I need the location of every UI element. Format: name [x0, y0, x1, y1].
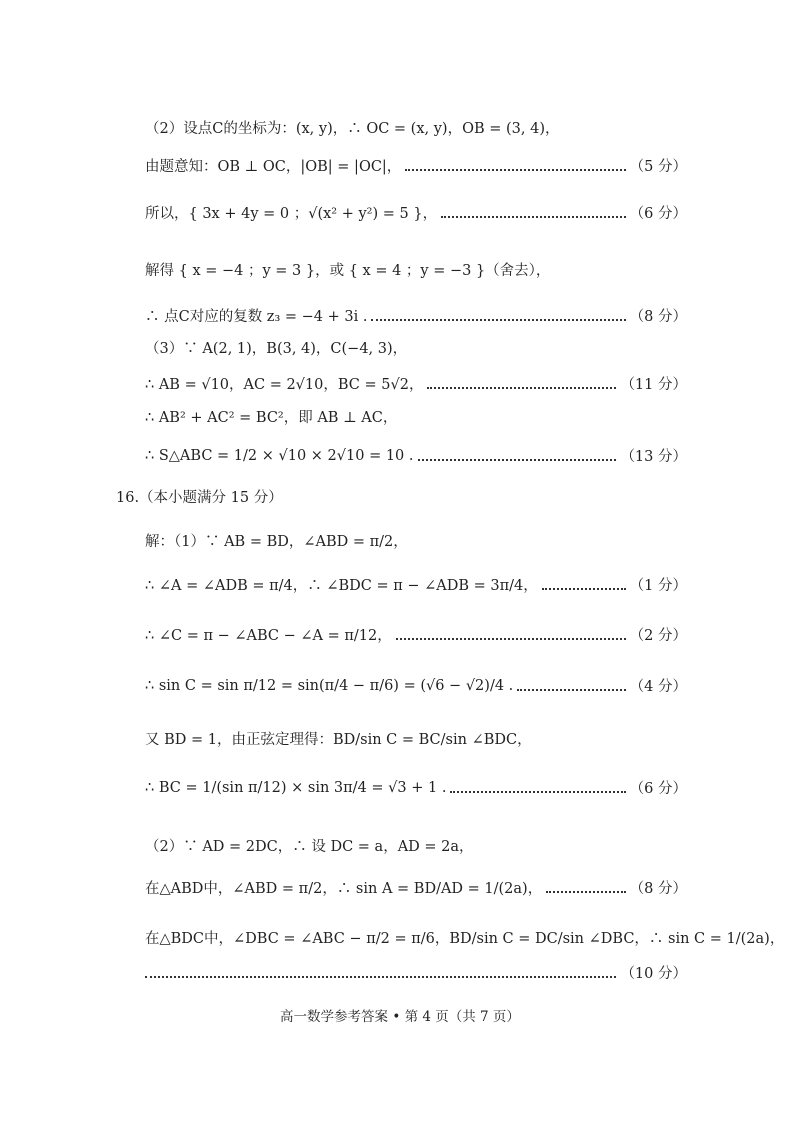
solution-line — [145, 259, 687, 280]
solution-line — [145, 877, 687, 898]
dot-leader — [405, 169, 625, 171]
line-text: （2）设点C的坐标为：(x, y)，∴ OC = (x, y)，OB = (3, 4)， — [145, 121, 560, 137]
solution-line — [145, 530, 687, 551]
solution-line — [145, 927, 785, 948]
line-text: ∴ S△ABC = 1/2 × √10 × 2√10 = 10 . — [145, 447, 414, 464]
dot-leader — [418, 459, 617, 461]
score-label: （6 分） — [629, 206, 687, 222]
dot-leader — [441, 216, 626, 218]
line-text: 解得 { x = −4 ；y = 3 }，或 { x = 4 ；y = −3 }（舍去）， — [145, 263, 551, 279]
solution-line — [145, 574, 687, 595]
line-text: 由题意知：OB ⊥ OC，|OB| = |OC|， — [145, 159, 402, 175]
line-text: 在△BDC中，∠DBC = ∠ABC − π/2 = π/6，BD/sin C = DC/sin ∠DBC，∴ sin C = 1/(2a)， — [145, 931, 785, 947]
score-label: （1 分） — [629, 578, 687, 594]
dot-leader — [450, 791, 625, 793]
line-text: 所以，{ 3x + 4y = 0 ；√(x² + y²) = 5 }， — [145, 206, 438, 222]
dot-leader — [371, 319, 625, 321]
line-text: 又 BD = 1，由正弦定理得：BD/sin C = BC/sin ∠BDC， — [145, 732, 532, 748]
line-text: ∴ BC = 1/(sin π/12) × sin 3π/4 = √3 + 1 . — [145, 779, 447, 796]
dot-leader — [546, 891, 625, 893]
solution-line — [145, 202, 687, 223]
dot-leader — [517, 689, 625, 691]
line-text: ∴ ∠C = π − ∠ABC − ∠A = π/12， — [145, 628, 392, 644]
line-text: ∴ 点C对应的复数 z₃ = −4 + 3i . — [145, 309, 368, 325]
dot-leader — [542, 588, 626, 590]
solution-line — [145, 728, 687, 749]
score-label: （4 分） — [629, 679, 687, 695]
score-label: （5 分） — [629, 159, 687, 175]
solution-line — [145, 675, 687, 696]
line-text: （2）∵ AD = 2DC，∴ 设 DC = a，AD = 2a， — [145, 839, 474, 855]
solution-line — [145, 835, 687, 856]
solution-line — [145, 155, 687, 176]
solution-line — [145, 777, 687, 798]
solution-line — [145, 624, 687, 645]
line-text: 解：（1）∵ AB = BD，∠ABD = π/2， — [145, 534, 408, 550]
solution-line — [145, 373, 687, 394]
solution-line — [145, 337, 687, 358]
score-label: （8 分） — [629, 881, 687, 897]
score-label: （13 分） — [620, 449, 687, 465]
dot-leader — [145, 976, 616, 978]
dot-leader — [427, 387, 616, 389]
score-label: （11 分） — [620, 377, 687, 393]
line-text: ∴ AB = √10，AC = 2√10，BC = 5√2， — [145, 377, 424, 393]
line-text: 16.（本小题满分 15 分） — [116, 490, 283, 506]
problem-header — [116, 486, 687, 507]
score-label: （10 分） — [620, 966, 687, 982]
score-label: （2 分） — [629, 628, 687, 644]
page-footer: 高一数学参考答案 • 第 4 页（共 7 页） — [280, 1009, 520, 1025]
solution-line — [145, 962, 687, 983]
score-label: （8 分） — [629, 309, 687, 325]
line-text: （3）∵ A(2, 1)，B(3, 4)，C(−4, 3)， — [145, 341, 408, 357]
solution-line — [145, 305, 687, 326]
solution-line — [145, 445, 687, 466]
score-label: （6 分） — [629, 781, 687, 797]
line-text: ∴ sin C = sin π/12 = sin(π/4 − π/6) = (√6 − √2)/4 . — [145, 677, 514, 694]
dot-leader — [396, 638, 626, 640]
solution-line — [145, 117, 687, 138]
solution-line — [145, 406, 687, 427]
line-text: 在△ABD中，∠ABD = π/2，∴ sin A = BD/AD = 1/(2a)， — [145, 881, 543, 897]
line-text: ∴ ∠A = ∠ADB = π/4，∴ ∠BDC = π − ∠ADB = 3π/4， — [145, 578, 538, 594]
line-text: ∴ AB² + AC² = BC²，即 AB ⊥ AC， — [145, 410, 398, 426]
